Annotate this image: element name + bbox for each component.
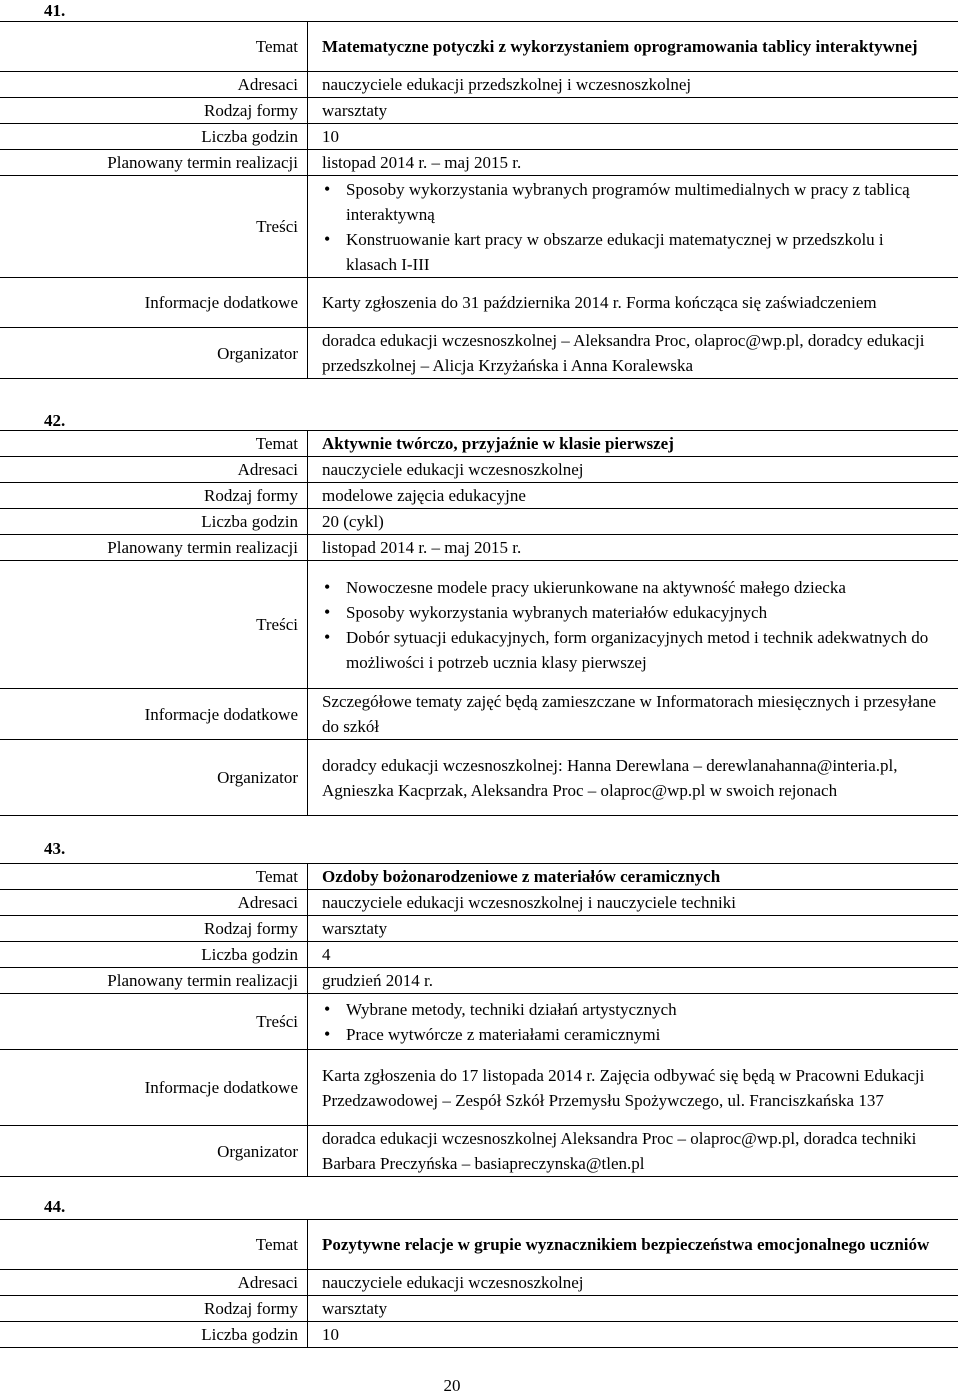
page-number: 20 xyxy=(443,1376,461,1395)
list-item: • Wybrane metody, techniki działań artystycznych xyxy=(322,997,938,1022)
label-tresci: Treści xyxy=(0,994,308,1050)
label-adresaci: Adresaci xyxy=(0,72,308,98)
value-organizator: doradca edukacji wczesnoszkolnej Aleksandra Proc – olaproc@wp.pl, doradca techniki Barbara Preczyńska – basiapreczynska@tlen.pl xyxy=(308,1126,959,1177)
label-temat: Temat xyxy=(0,864,308,890)
row-tresci xyxy=(0,176,958,278)
list-item: • Prace wytwórcze z materiałami ceramicznymi xyxy=(322,1022,938,1047)
tresci-list xyxy=(322,997,938,1047)
label-temat: Temat xyxy=(0,22,308,72)
label-rodzaj-formy: Rodzaj formy xyxy=(0,916,308,942)
row-termin xyxy=(0,535,958,561)
label-rodzaj-formy: Rodzaj formy xyxy=(0,98,308,124)
label-termin: Planowany termin realizacji xyxy=(0,968,308,994)
value-termin: listopad 2014 r. – maj 2015 r. xyxy=(308,150,959,176)
value-rodzaj-formy: modelowe zajęcia edukacyjne xyxy=(308,483,959,509)
value-temat: Aktywnie twórczo, przyjaźnie w klasie pierwszej xyxy=(308,431,959,457)
value-liczba-godzin: 10 xyxy=(308,1322,959,1348)
row-liczba-godzin xyxy=(0,124,958,150)
row-termin xyxy=(0,968,958,994)
row-organizator xyxy=(0,1126,958,1177)
row-tresci xyxy=(0,561,958,689)
list-item: • Dobór sytuacji edukacyjnych, form organizacyjnych metod i technik adekwatnych do możliwości i potrzeb ucznia klasy pierwszej xyxy=(322,625,938,675)
value-temat: Pozytywne relacje w grupie wyznacznikiem bezpieczeństwa emocjonalnego uczniów xyxy=(308,1220,959,1270)
value-adresaci: nauczyciele edukacji wczesnoszkolnej i nauczyciele techniki xyxy=(308,890,959,916)
row-informacje-dodatkowe xyxy=(0,689,958,740)
list-item: • Sposoby wykorzystania wybranych materiałów edukacyjnych xyxy=(322,600,938,625)
value-tresci xyxy=(308,176,959,278)
value-organizator: doradca edukacji wczesnoszkolnej – Aleksandra Proc, olaproc@wp.pl, doradcy edukacji przedszkolnej – Alicja Krzyżańska i Anna Koralewska xyxy=(308,328,959,379)
label-organizator: Organizator xyxy=(0,1126,308,1177)
value-rodzaj-formy: warsztaty xyxy=(308,916,959,942)
label-liczba-godzin: Liczba godzin xyxy=(0,124,308,150)
value-organizator: doradcy edukacji wczesnoszkolnej: Hanna Derewlana – derewlanahanna@interia.pl, Agnieszka Kacprzak, Aleksandra Proc – olaproc@wp.pl w swoich rejonach xyxy=(308,740,959,816)
label-termin: Planowany termin realizacji xyxy=(0,150,308,176)
row-tresci xyxy=(0,994,958,1050)
value-tresci xyxy=(308,561,959,689)
row-temat xyxy=(0,431,958,457)
value-informacje-dodatkowe: Karty zgłoszenia do 31 października 2014 r. Forma kończąca się zaświadczeniem xyxy=(308,278,959,328)
label-informacje-dodatkowe: Informacje dodatkowe xyxy=(0,1050,308,1126)
label-liczba-godzin: Liczba godzin xyxy=(0,509,308,535)
value-informacje-dodatkowe: Karta zgłoszenia do 17 listopada 2014 r. Zajęcia odbywać się będą w Pracowni Edukacji Przedzawodowej – Zespół Szkół Przemysłu Spożywczego, ul. Franciszkańska 137 xyxy=(308,1050,959,1126)
row-temat xyxy=(0,22,958,72)
row-organizator xyxy=(0,740,958,816)
row-temat xyxy=(0,864,958,890)
list-item: • Sposoby wykorzystania wybranych programów multimedialnych w pracy z tablicą interaktywną xyxy=(322,177,938,227)
label-organizator: Organizator xyxy=(0,740,308,816)
label-informacje-dodatkowe: Informacje dodatkowe xyxy=(0,278,308,328)
value-adresaci: nauczyciele edukacji wczesnoszkolnej xyxy=(308,1270,959,1296)
tresci-list xyxy=(322,575,938,675)
list-item: • Konstruowanie kart pracy w obszarze edukacji matematycznej w przedszkolu i klasach I-III xyxy=(322,227,938,277)
value-termin: listopad 2014 r. – maj 2015 r. xyxy=(308,535,959,561)
label-adresaci: Adresaci xyxy=(0,890,308,916)
row-adresaci xyxy=(0,72,958,98)
label-adresaci: Adresaci xyxy=(0,1270,308,1296)
row-adresaci xyxy=(0,890,958,916)
value-informacje-dodatkowe: Szczegółowe tematy zajęć będą zamieszczane w Informatorach miesięcznych i przesyłane do szkół xyxy=(308,689,959,740)
row-liczba-godzin xyxy=(0,509,958,535)
list-item: • Nowoczesne modele pracy ukierunkowane na aktywność małego dziecka xyxy=(322,575,938,600)
label-liczba-godzin: Liczba godzin xyxy=(0,1322,308,1348)
row-liczba-godzin xyxy=(0,942,958,968)
value-temat: Ozdoby bożonarodzeniowe z materiałów ceramicznych xyxy=(308,864,959,890)
row-liczba-godzin xyxy=(0,1322,958,1348)
info-table xyxy=(0,21,958,379)
value-temat: Matematyczne potyczki z wykorzystaniem oprogramowania tablicy interaktywnej xyxy=(308,22,959,72)
value-tresci xyxy=(308,994,959,1050)
label-temat: Temat xyxy=(0,1220,308,1270)
value-adresaci: nauczyciele edukacji wczesnoszkolnej xyxy=(308,457,959,483)
row-adresaci xyxy=(0,1270,958,1296)
value-termin: grudzień 2014 r. xyxy=(308,968,959,994)
value-liczba-godzin: 10 xyxy=(308,124,959,150)
row-termin xyxy=(0,150,958,176)
label-adresaci: Adresaci xyxy=(0,457,308,483)
info-table xyxy=(0,430,958,816)
label-informacje-dodatkowe: Informacje dodatkowe xyxy=(0,689,308,740)
section-number: 42. xyxy=(44,411,66,430)
row-rodzaj-formy xyxy=(0,1296,958,1322)
value-adresaci: nauczyciele edukacji przedszkolnej i wczesnoszkolnej xyxy=(308,72,959,98)
label-tresci: Treści xyxy=(0,561,308,689)
row-organizator xyxy=(0,328,958,379)
label-tresci: Treści xyxy=(0,176,308,278)
label-termin: Planowany termin realizacji xyxy=(0,535,308,561)
label-temat: Temat xyxy=(0,431,308,457)
row-informacje-dodatkowe xyxy=(0,1050,958,1126)
value-liczba-godzin: 20 (cykl) xyxy=(308,509,959,535)
label-liczba-godzin: Liczba godzin xyxy=(0,942,308,968)
row-informacje-dodatkowe xyxy=(0,278,958,328)
label-rodzaj-formy: Rodzaj formy xyxy=(0,483,308,509)
label-organizator: Organizator xyxy=(0,328,308,379)
info-table xyxy=(0,863,958,1177)
value-rodzaj-formy: warsztaty xyxy=(308,1296,959,1322)
row-rodzaj-formy xyxy=(0,916,958,942)
value-rodzaj-formy: warsztaty xyxy=(308,98,959,124)
section-number: 41. xyxy=(44,1,66,20)
info-table xyxy=(0,1219,958,1348)
label-rodzaj-formy: Rodzaj formy xyxy=(0,1296,308,1322)
row-adresaci xyxy=(0,457,958,483)
row-temat xyxy=(0,1220,958,1270)
row-rodzaj-formy xyxy=(0,483,958,509)
section-number: 44. xyxy=(44,1197,66,1216)
section-number: 43. xyxy=(44,839,66,858)
tresci-list xyxy=(322,177,938,277)
row-rodzaj-formy xyxy=(0,98,958,124)
value-liczba-godzin: 4 xyxy=(308,942,959,968)
